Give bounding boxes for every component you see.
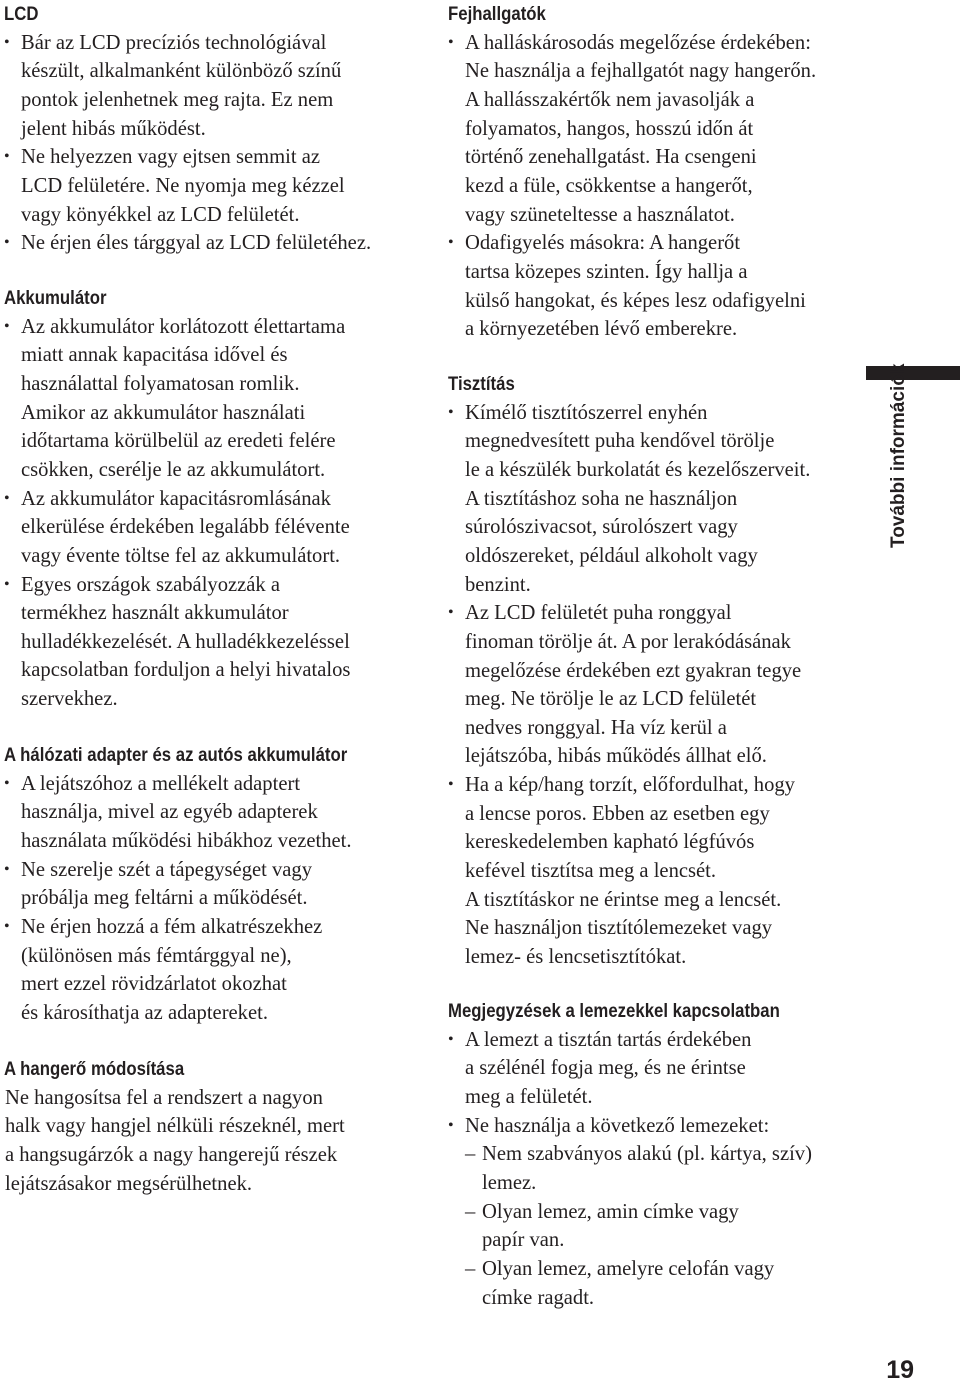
text-line: és károsíthatja az adaptereket. — [21, 1001, 268, 1024]
text-line: lejátszóba, hibás működés állhat elő. — [465, 745, 767, 768]
dash-item — [448, 1255, 868, 1312]
bullet-list — [448, 399, 868, 972]
text-line: benzint. — [465, 573, 531, 596]
text-line: csökken, cserélje le az akkumulátort. — [21, 458, 326, 481]
bullet-list — [4, 29, 424, 258]
bullet-icon: • — [448, 776, 454, 794]
text-line: kapcsolatban forduljon a helyi hivatalos — [21, 659, 351, 682]
section-heading: A hálózati adapter és az autós akkumulátor — [4, 744, 348, 766]
bullet-item — [448, 599, 868, 771]
side-section-label: További információk — [888, 363, 909, 548]
text-line: vagy évente töltse fel az akkumulátort. — [21, 544, 341, 567]
text-line: a lencse poros. Ebben az esetben egy — [465, 802, 770, 825]
text-line: A hallásszakértők nem javasolják a — [465, 88, 755, 111]
text-line: Ne hangosítsa fel a rendszert a nagyon — [5, 1086, 323, 1109]
text-line: lemez. — [482, 1171, 537, 1194]
text-line: miatt annak kapacitása idővel és — [21, 344, 288, 367]
page-number: 19 — [886, 1356, 914, 1384]
text-line: Az akkumulátor kapacitásromlásának — [21, 487, 331, 510]
text-line: Nem szabványos alakú (pl. kártya, szív) — [482, 1143, 812, 1166]
section-adapter — [4, 741, 424, 1028]
text-line: Ne használjon tisztítólemezeket vagy — [465, 917, 773, 940]
dash-list — [448, 1140, 868, 1312]
bullet-icon: • — [4, 575, 10, 593]
text-line: elkerülése érdekében legalább félévente — [21, 516, 350, 539]
bullet-icon: • — [4, 489, 10, 507]
text-line: le a készülék burkolatát és kezelőszerveit. — [465, 458, 811, 481]
text-line: Odafigyelés másokra: A hangerőt — [465, 232, 741, 255]
text-line: Ha a kép/hang torzít, előfordulhat, hogy — [465, 774, 795, 797]
section-heading: Megjegyzések a lemezekkel kapcsolatban — [448, 1000, 780, 1022]
bullet-item — [4, 856, 424, 913]
text-line: hulladékkezelését. A hulladékkezeléssel — [21, 630, 350, 653]
bullet-item — [448, 229, 868, 344]
text-line: súrolószivacsot, súrolószert vagy — [465, 516, 738, 539]
text-line: kereskedelemben kapható légfúvós — [465, 831, 755, 854]
bullet-item — [448, 399, 868, 600]
text-line: Ne helyezzen vagy ejtsen semmit az — [21, 146, 321, 169]
text-line: vagy szüneteltesse a használatot. — [465, 203, 735, 226]
bullet-list — [4, 770, 424, 1028]
bullet-icon: • — [448, 1030, 454, 1048]
text-line: használattal folyamatosan romlik. — [21, 372, 300, 395]
bullet-item — [4, 913, 424, 1028]
bullet-item — [4, 571, 424, 714]
bullet-list — [448, 1026, 868, 1141]
text-line: A tisztításkor ne érintse meg a lencsét. — [465, 888, 782, 911]
text-line: külső hangokat, és képes lesz odafigyelni — [465, 289, 806, 312]
text-line: készült, alkalmanként különböző színű — [21, 60, 342, 83]
text-line: lemez- és lencsetisztítókat. — [465, 946, 687, 969]
text-line: megelőzése érdekében ezt gyakran tegye — [465, 659, 802, 682]
text-line: termékhez használt akkumulátor — [21, 602, 289, 625]
text-line: megnedvesített puha kendővel törölje — [465, 430, 775, 453]
bullet-icon: • — [4, 917, 10, 935]
text-line: mert ezzel rövidzárlatot okozhat — [21, 973, 287, 996]
bullet-item — [4, 29, 424, 144]
text-line: címke ragadt. — [482, 1286, 595, 1309]
dash-icon: – — [465, 1200, 476, 1223]
text-line: oldószereket, például alkoholt vagy — [465, 544, 758, 567]
dash-item — [448, 1140, 868, 1197]
text-line: A halláskárosodás megelőzése érdekében: — [465, 31, 811, 54]
text-line: Olyan lemez, amelyre celofán vagy — [482, 1257, 775, 1280]
text-line: használja, mivel az egyéb adapterek — [21, 801, 318, 824]
text-line: LCD felületére. Ne nyomja meg kézzel — [21, 174, 345, 197]
bullet-icon: • — [4, 860, 10, 878]
bullet-icon: • — [448, 33, 454, 51]
text-line: Ne érjen éles tárggyal az LCD felületéhez. — [21, 232, 372, 255]
section-volume — [4, 1055, 424, 1198]
text-line: A lemezt a tisztán tartás érdekében — [465, 1028, 752, 1051]
bullet-icon: • — [4, 148, 10, 166]
bullet-item — [4, 770, 424, 856]
section-cleaning — [448, 370, 868, 972]
bullet-item — [448, 29, 868, 230]
bullet-icon: • — [448, 234, 454, 252]
bullet-item — [4, 485, 424, 571]
bullet-icon: • — [448, 1116, 454, 1134]
bullet-icon: • — [4, 317, 10, 335]
text-line: A lejátszóhoz a mellékelt adaptert — [21, 772, 301, 795]
dash-icon: – — [465, 1257, 476, 1280]
text-line: Kímélő tisztítószerrel enyhén — [465, 401, 708, 424]
text-line: a szélénél fogja meg, és ne érintse — [465, 1057, 746, 1080]
bullet-item — [4, 229, 424, 258]
text-line: meg a felületét. — [465, 1085, 593, 1108]
section-heading: Akkumulátor — [4, 287, 107, 309]
section-heading: A hangerő módosítása — [4, 1058, 185, 1080]
bullet-list — [448, 29, 868, 344]
text-line: vagy könyékkel az LCD felületét. — [21, 203, 300, 226]
text-line: használata működési hibákhoz vezethet. — [21, 829, 352, 852]
section-battery — [4, 284, 424, 714]
text-line: történő zenehallgatást. Ha csengeni — [465, 146, 757, 169]
text-line: időtartama körülbelül az eredeti felére — [21, 430, 336, 453]
text-line: finoman törölje át. A por lerakódásának — [465, 630, 791, 653]
section-heading: Fejhallgatók — [448, 3, 546, 25]
text-line: (különösen más fémtárggyal ne), — [21, 944, 292, 967]
bullet-item — [4, 313, 424, 485]
text-line: szervekhez. — [21, 688, 118, 711]
section-lcd — [4, 0, 424, 258]
text-line: papír van. — [482, 1229, 565, 1252]
text-line: lejátszásakor megsérülhetnek. — [5, 1172, 253, 1195]
text-line: Ne használja a következő lemezeket: — [465, 1114, 770, 1137]
text-line: Ne használja a fejhallgatót nagy hangerőn. — [465, 60, 817, 83]
section-tab-marker — [866, 366, 960, 380]
bullet-item — [448, 1026, 868, 1112]
bullet-list — [4, 313, 424, 714]
section-discs — [448, 997, 868, 1312]
text-line: pontok jelenhetnek meg rajta. Ez nem — [21, 88, 334, 111]
section-heading: LCD — [4, 3, 39, 25]
paragraph — [4, 1084, 424, 1199]
text-line: a hangsugárzók a nagy hangerejű részek — [5, 1143, 338, 1166]
section-heading: Tisztítás — [448, 373, 515, 395]
text-line: Ne szerelje szét a tápegységet vagy — [21, 858, 313, 881]
bullet-icon: • — [4, 234, 10, 252]
text-line: Az LCD felületét puha ronggyal — [465, 602, 732, 625]
bullet-icon: • — [4, 774, 10, 792]
text-line: meg. Ne törölje le az LCD felületét — [465, 688, 757, 711]
text-line: nedves ronggyal. Ha víz kerül a — [465, 716, 727, 739]
text-line: próbálja meg feltárni a működését. — [21, 887, 308, 910]
text-line: Olyan lemez, amin címke vagy — [482, 1200, 739, 1223]
text-line: Az akkumulátor korlátozott élettartama — [21, 315, 346, 338]
text-line: Bár az LCD precíziós technológiával — [21, 31, 327, 54]
text-line: Ne érjen hozzá a fém alkatrészekhez — [21, 915, 323, 938]
text-line: tartsa közepes szinten. Így hallja a — [465, 260, 748, 283]
text-line: folyamatos, hangos, hosszú időn át — [465, 117, 754, 140]
text-line: Egyes országok szabályozzák a — [21, 573, 281, 596]
text-line: jelent hibás működést. — [21, 117, 206, 140]
dash-item — [448, 1198, 868, 1255]
bullet-item — [4, 143, 424, 229]
text-line: a környezetében lévő emberekre. — [465, 318, 738, 341]
bullet-icon: • — [448, 604, 454, 622]
bullet-icon: • — [4, 33, 10, 51]
text-line: kezd a füle, csökkentse a hangerőt, — [465, 174, 753, 197]
text-line: kefével tisztítsa meg a lencsét. — [465, 860, 717, 883]
text-line: Amikor az akkumulátor használati — [21, 401, 306, 424]
bullet-item — [448, 1112, 868, 1141]
text-line: A tisztításhoz soha ne használjon — [465, 487, 738, 510]
dash-icon: – — [465, 1143, 476, 1166]
bullet-item — [448, 771, 868, 972]
bullet-icon: • — [448, 403, 454, 421]
section-headphones — [448, 0, 868, 344]
text-line: halk vagy hangjel nélküli részeknél, mert — [5, 1115, 345, 1138]
